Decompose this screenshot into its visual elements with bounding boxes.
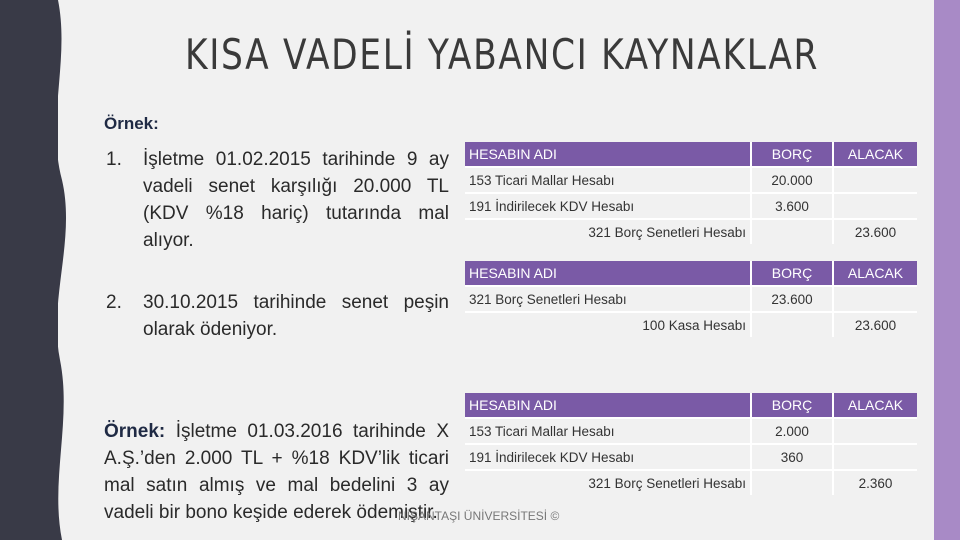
account-cell: 153 Ticari Mallar Hesabı [465, 418, 751, 444]
header-account: HESABIN ADI [465, 261, 751, 286]
table-header-row [465, 393, 917, 418]
credit-cell: 23.600 [833, 312, 917, 337]
item-1-number: 1. [106, 149, 122, 170]
account-cell: 321 Borç Senetleri Hesabı [465, 219, 751, 244]
page-title: KISA VADELİ YABANCI KAYNAKLAR [185, 30, 820, 79]
item-2-number: 2. [106, 292, 122, 313]
header-debit: BORÇ [751, 261, 833, 286]
debit-cell: 23.600 [751, 286, 833, 312]
wavy-edge-decor [0, 0, 80, 540]
item-2-text: 30.10.2015 tarihinde senet peşin olarak ödeniyor. [143, 292, 449, 340]
credit-cell: 23.600 [833, 219, 917, 244]
debit-cell [751, 470, 833, 495]
example-label: Örnek: [104, 114, 159, 133]
item-1-text: İşletme 01.02.2015 tarihinde 9 ay vadeli senet karşılığı 20.000 TL (KDV %18 hariç) tutarında mal alıyor. [143, 149, 449, 251]
credit-cell [833, 286, 917, 312]
table-row [465, 193, 917, 219]
credit-cell [833, 418, 917, 444]
header-debit: BORÇ [751, 142, 833, 167]
table-row [465, 418, 917, 444]
debit-cell: 20.000 [751, 167, 833, 193]
journal-table-3 [465, 393, 917, 495]
header-credit: ALACAK [833, 393, 917, 418]
example-2-text: İşletme 01.03.2016 tarihinde X A.Ş.’den 2.000 TL + %18 KDV’lik ticari mal satın almış ve mal bedelini 3 ay vadeli bir bono keşide ederek ödemiştir. [104, 421, 449, 523]
journal-table-1 [465, 142, 917, 244]
account-cell: 321 Borç Senetleri Hesabı [465, 286, 751, 312]
example-2-label: Örnek: [104, 421, 166, 442]
table-row [465, 219, 917, 244]
right-decor-band [934, 0, 960, 540]
header-debit: BORÇ [751, 393, 833, 418]
header-credit: ALACAK [833, 261, 917, 286]
account-cell: 321 Borç Senetleri Hesabı [465, 470, 751, 495]
credit-cell [833, 167, 917, 193]
header-account: HESABIN ADI [465, 393, 751, 418]
journal-table-2 [465, 261, 917, 337]
account-cell: 153 Ticari Mallar Hesabı [465, 167, 751, 193]
account-cell: 100 Kasa Hesabı [465, 312, 751, 337]
credit-cell [833, 444, 917, 470]
account-cell: 191 İndirilecek KDV Hesabı [465, 193, 751, 219]
table-row [465, 167, 917, 193]
debit-cell: 2.000 [751, 418, 833, 444]
debit-cell [751, 219, 833, 244]
header-credit: ALACAK [833, 142, 917, 167]
debit-cell [751, 312, 833, 337]
footer-copyright: NİŞANTAŞI ÜNİVERSİTESİ © [398, 509, 560, 523]
credit-cell: 2.360 [833, 470, 917, 495]
table-row [465, 444, 917, 470]
table-header-row [465, 142, 917, 167]
item-1 [106, 146, 449, 254]
account-cell: 191 İndirilecek KDV Hesabı [465, 444, 751, 470]
credit-cell [833, 193, 917, 219]
table-row [465, 312, 917, 337]
table-header-row [465, 261, 917, 286]
header-account: HESABIN ADI [465, 142, 751, 167]
table-row [465, 470, 917, 495]
table-row [465, 286, 917, 312]
debit-cell: 3.600 [751, 193, 833, 219]
debit-cell: 360 [751, 444, 833, 470]
item-2 [106, 289, 449, 343]
